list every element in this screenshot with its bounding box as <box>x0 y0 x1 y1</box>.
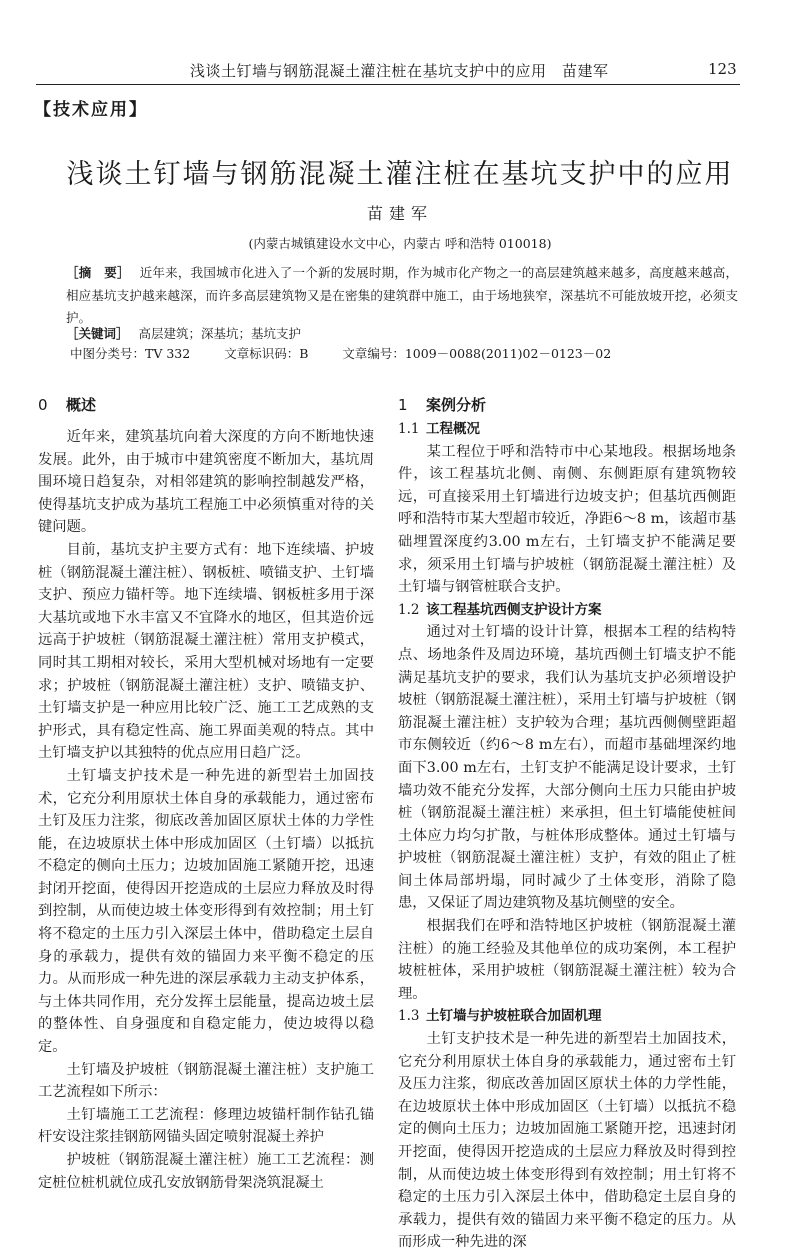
document-code: 文章标识码：B <box>224 346 309 361</box>
abstract <box>66 262 738 330</box>
article-title: 浅谈土钉墙与钢筋混凝土灌注桩在基坑支护中的应用 <box>66 159 734 190</box>
paragraph: 土钉墙支护技术是一种先进的新型岩土加固技术，它充分利用原状土体自身的承载能力，通过密布土钉及压力注浆，彻底改善加固区原状土体的力学性能，在边坡原状土体中形成加固区（土钉墙）以抵抗不稳定的侧向土压力；边坡加固施工紧随开挖，迅速封闭开挖面，使得因开挖造成的土层应力释放及时得到控制，从而使边坡土体变形得到有效控制；用土钉将不稳定的土压力引入深层土体中，借助稳定土层自身的承载力，提供有效的锚固力来平衡不稳定的压力。从而形成一种先进的深层承载力主动支护体系，与土体共同作用，充分发挥土层能量，提高边坡土层的整体性、自身强度和自稳定能力，使边坡得以稳定。 <box>38 767 374 1056</box>
paragraph: 根据我们在呼和浩特地区护坡桩（钢筋混凝土灌注桩）的施工经验及其他单位的成功案例，本工程护坡桩桩体，采用护坡桩（钢筋混凝土灌注桩）较为合理。 <box>398 918 736 1002</box>
left-column <box>38 394 374 1194</box>
running-header <box>0 58 800 84</box>
subsection-number: 1.1 <box>398 421 420 437</box>
paragraph: 某工程位于呼和浩特市中心某地段。根据场地条件，该工程基坑北侧、南侧、东侧距原有建筑物较远，可直接采用土钉墙进行边坡支护；但基坑西侧距呼和浩特市某大型超市较近，净距6～8 m，该超市基础埋置深度约3.00 m左右，土钉墙支护不能满足要求，须采用土钉墙与护坡桩（钢筋混凝土灌注桩）及土钉墙与钢管桩联合支护。 <box>398 443 736 596</box>
keywords-label: ［关键词］ <box>66 326 129 341</box>
author: 苗建军 <box>366 204 433 223</box>
classification-line <box>70 344 641 362</box>
running-title: 浅谈土钉墙与钢筋混凝土灌注桩在基坑支护中的应用 苗建军 <box>190 62 609 80</box>
paragraph: 土钉墙及护坡桩（钢筋混凝土灌注桩）支护施工工艺流程如下所示： <box>38 1061 374 1101</box>
section-heading-0 <box>38 394 374 414</box>
affiliation: (内蒙古城镇建设水文中心，内蒙古 呼和浩特 010018) <box>248 236 552 251</box>
right-column <box>398 394 736 1254</box>
section-number: 0 <box>38 396 48 414</box>
subsection-heading-1-1 <box>398 418 736 441</box>
abstract-text: 近年来，我国城市化进入了一个新的发展时期，作为城市化产物之一的高层建筑越来越多，高度越来越高，相应基坑支护越来越深，而许多高层建筑物又是在密集的建筑群中施工，由于场地狭窄，深基坑不可能放坡开挖，必须支护。 <box>66 265 738 325</box>
column-tag: 【技术应用】 <box>34 100 148 120</box>
subsection-number: 1.3 <box>398 1008 420 1025</box>
article-number: 文章编号：1009－0088(2011)02－0123－02 <box>342 346 612 361</box>
paragraph: 目前，基坑支护主要方式有：地下连续墙、护坡桩（钢筋混凝土灌注桩）、钢板桩、喷锚支护、土钉墙支护、预应力锚杆等。地下连续墙、钢板桩多用于深大基坑或地下水丰富又不宜降水的地区，但其造价远远高于护坡桩（钢筋混凝土灌注桩）常用支护模式，同时其工期相对较长，采用大型机械对场地有一定要求；护坡桩（钢筋混凝土灌注桩）支护、喷锚支护、土钉墙支护是一种应用比较广泛、施工工艺成熟的支护形式，具有稳定性高、施工界面美观的特点。其中土钉墙支护以其独特的优点应用日趋广泛。 <box>38 541 374 762</box>
paragraph: 护坡桩（钢筋混凝土灌注桩）施工工艺流程：测定桩位桩机就位成孔安放钢筋骨架浇筑混凝土 <box>38 1152 374 1191</box>
subsection-title: 工程概况 <box>426 421 480 437</box>
section-title: 概述 <box>66 396 97 414</box>
header-rule <box>36 84 740 85</box>
paragraph: 土钉墙施工工艺流程：修理边坡锚杆制作钻孔锚杆安设注浆挂钢筋网锚头固定喷射混凝土养护 <box>38 1106 374 1146</box>
keywords-text: 高层建筑；深基坑；基坑支护 <box>138 326 302 341</box>
abstract-label: ［摘 要］ <box>66 265 130 280</box>
page-number: 123 <box>708 60 737 78</box>
section-number: 1 <box>398 396 408 414</box>
section-title: 案例分析 <box>426 396 487 414</box>
clc-number: 中图分类号：TV 332 <box>70 346 191 361</box>
subsection-heading-1-2 <box>398 599 736 622</box>
subsection-heading-1-3 <box>398 1005 736 1028</box>
subsection-number: 1.2 <box>398 601 420 618</box>
paragraph: 土钉支护技术是一种先进的新型岩土加固技术，它充分利用原状土体自身的承载能力，通过密布土钉及压力注浆，彻底改善加固区原状土体的力学性能，在边坡原状土体中形成加固区（土钉墙）以抵抗不稳定的侧向土压力；边坡加固施工紧随开挖，迅速封闭开挖面，使得因开挖造成的土层应力释放及时得到控制，从而使边坡土体变形得到有效控制；用土钉将不稳定的土压力引入深层土体中，借助稳定土层自身的承载力，提供有效的锚固力来平衡不稳定的压力。从而形成一种先进的深 <box>398 1031 736 1251</box>
subsection-title: 该工程基坑西侧支护设计方案 <box>426 601 602 618</box>
paragraph: 近年来，建筑基坑向着大深度的方向不断地快速发展。此外，由于城市中建筑密度不断加大，基坑周围环境日趋复杂，对相邻建筑的影响控制越发严格，使得基坑支护成为基坑工程施工中必须慎重对待的关键问题。 <box>38 429 374 536</box>
subsection-title: 土钉墙与护坡桩联合加固机理 <box>426 1008 602 1025</box>
section-heading-1 <box>398 394 736 414</box>
keywords <box>66 324 301 342</box>
paragraph: 通过对土钉墙的设计计算，根据本工程的结构特点、场地条件及周边环境，基坑西侧土钉墙支护不能满足基坑支护的要求，我们认为基坑支护必须增设护坡桩（钢筋混凝土灌注桩），采用土钉墙与护坡桩（钢筋混凝土灌注桩）支护较为合理；基坑西侧侧壁距超市东侧较近（约6～8 m左右），而超市基础埋深约地面下3.00 m左右，土钉支护不能满足设计要求，土钉墙功效不能充分发挥，大部分侧向土压力只能由护坡桩（钢筋混凝土灌注桩）来承担，但土钉墙能使桩间土体应力均匀扩散，与桩体形成整体。通过土钉墙与护坡桩（钢筋混凝土灌注桩）支护，有效的阻止了桩间土体局部坍塌，同时减少了土体变形，消除了隐患，又保证了周边建筑物及基坑侧壁的安全。 <box>398 624 736 912</box>
